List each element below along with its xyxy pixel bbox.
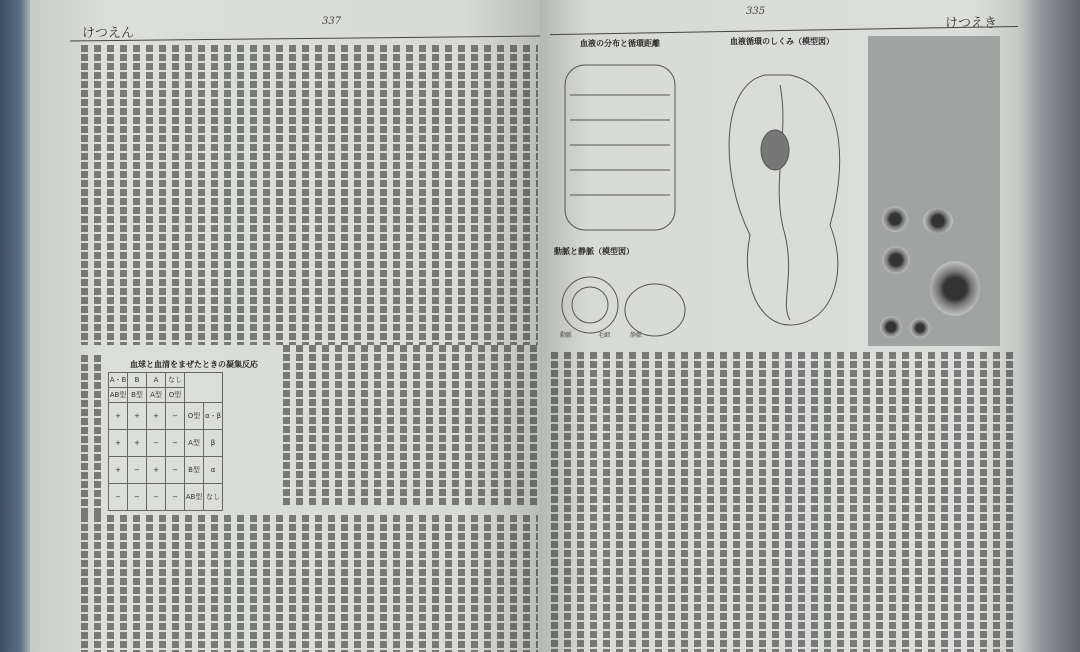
- table-cell: −: [166, 457, 185, 484]
- table-cell: β: [204, 430, 223, 457]
- table-row: [109, 403, 223, 430]
- blood-cell: [910, 318, 930, 338]
- blood-cell: [923, 208, 953, 234]
- table-row: [109, 430, 223, 457]
- table-cell: なし: [204, 484, 223, 511]
- label-vein: 静脈: [630, 332, 643, 339]
- table-cell: α: [204, 457, 223, 484]
- label-artery: 動脈: [560, 332, 573, 339]
- book-page-edge: [1018, 0, 1080, 652]
- table-cell: B型: [185, 457, 204, 484]
- col-top: なし: [166, 373, 185, 388]
- table-cell: −: [166, 430, 185, 457]
- table-cell: +: [109, 457, 128, 484]
- blood-cell: [880, 316, 902, 338]
- body-text: [78, 45, 538, 345]
- table-cell: +: [128, 403, 147, 430]
- table-cell: −: [128, 457, 147, 484]
- col-top: B: [128, 373, 147, 388]
- body-text: [78, 355, 106, 515]
- page-number: 337: [322, 16, 342, 27]
- table-cell: −: [166, 484, 185, 511]
- table-cell: −: [128, 484, 147, 511]
- table-row: [109, 457, 223, 484]
- col-bottom: O型: [166, 388, 185, 403]
- col-bottom: B型: [128, 388, 147, 403]
- table-cell: −: [166, 403, 185, 430]
- table-cell: +: [109, 403, 128, 430]
- table-cell: A型: [185, 430, 204, 457]
- blood-cell-photo: [868, 36, 1000, 346]
- page-header: けつえん: [82, 26, 135, 41]
- col-bottom: AB型: [109, 388, 128, 403]
- page-number: 335: [746, 6, 766, 17]
- figure-caption-circulation: 血液循環のしくみ（模型図）: [730, 37, 834, 46]
- blood-cell: [930, 261, 980, 316]
- table-row: [109, 484, 223, 511]
- figure-caption-vessels: 動脈と静脈（模型図）: [554, 247, 634, 256]
- table-cell: +: [147, 403, 166, 430]
- agglutination-table: [108, 372, 223, 511]
- corner-cell: [185, 373, 223, 403]
- table-cell: −: [109, 484, 128, 511]
- table-cell: +: [128, 430, 147, 457]
- label-capillary: 毛細: [598, 332, 611, 339]
- body-text: [78, 515, 538, 652]
- table-cell: +: [147, 457, 166, 484]
- figure-caption-distribution: 血液の分布と循環距離: [580, 39, 660, 48]
- body-text: [548, 352, 1018, 652]
- blood-cell: [882, 246, 910, 274]
- col-bottom: A型: [147, 388, 166, 403]
- table-cell: AB型: [185, 484, 204, 511]
- left-page: [30, 0, 542, 652]
- blood-cell: [882, 206, 908, 232]
- table-cell: O型: [185, 403, 204, 430]
- circulation-diagrams: [550, 55, 860, 345]
- table-title: 血球と血清をまぜたときの凝集反応: [130, 360, 258, 369]
- header-rule: [70, 36, 540, 42]
- col-top: A・B: [109, 373, 128, 388]
- table-cell: −: [147, 484, 166, 511]
- table-cell: α・β: [204, 403, 223, 430]
- table-cell: +: [109, 430, 128, 457]
- col-top: A: [147, 373, 166, 388]
- body-text: [280, 345, 538, 505]
- page-header: けつえき: [945, 16, 998, 31]
- table-cell: −: [147, 430, 166, 457]
- book-cover-edge: [0, 0, 34, 652]
